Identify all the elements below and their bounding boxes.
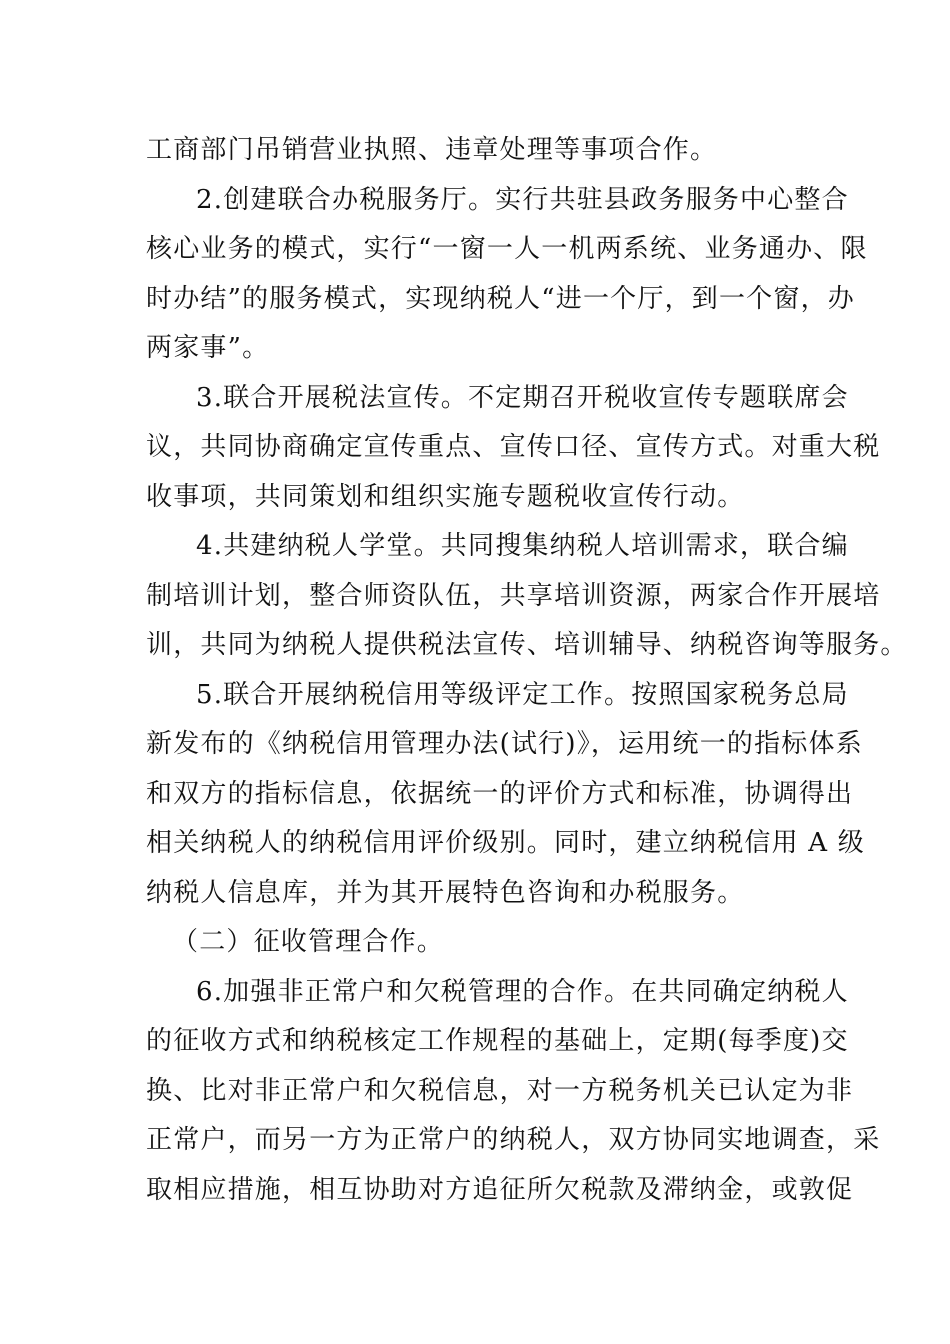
text-line: 两家事”。: [146, 333, 270, 363]
text-line: 换、比对非正常户和欠税信息，对一方税务机关已认定为非: [146, 1076, 854, 1106]
text-line: 工商部门吊销营业执照、违章处理等事项合作。: [146, 135, 718, 165]
text-line: 正常户，而另一方为正常户的纳税人，双方协同实地调查，采: [146, 1125, 881, 1155]
text-line: 议，共同协商确定宣传重点、宣传口径、宣传方式。对重大税: [146, 432, 881, 462]
text-line: 核心业务的模式，实行“一窗一人一机两系统、业务通办、限: [146, 234, 868, 264]
text-line: 收事项，共同策划和组织实施专题税收宣传行动。: [146, 482, 745, 512]
text-line: 取相应措施，相互协助对方追征所欠税款及滞纳金，或敦促: [146, 1175, 854, 1205]
text-line: 新发布的《纳税信用管理办法(试行)》，运用统一的指标体系: [146, 729, 863, 759]
section-heading: （二）征收管理合作。: [172, 927, 445, 957]
text-line: 3.联合开展税法宣传。不定期召开税收宣传专题联席会: [196, 383, 849, 413]
text-line: 2.创建联合办税服务厅。实行共驻县政务服务中心整合: [196, 185, 849, 215]
text-line: 制培训计划，整合师资队伍，共享培训资源，两家合作开展培: [146, 581, 881, 611]
text-line: 6.加强非正常户和欠税管理的合作。在共同确定纳税人: [196, 977, 849, 1007]
text-line: 纳税人信息库，并为其开展特色咨询和办税服务。: [146, 878, 745, 908]
text-line: 时办结”的服务模式，实现纳税人“进一个厅，到一个窗，办: [146, 284, 855, 314]
text-line: 训，共同为纳税人提供税法宣传、培训辅导、纳税咨询等服务。: [146, 630, 908, 660]
text-line: 相关纳税人的纳税信用评价级别。同时，建立纳税信用 A 级: [146, 828, 865, 858]
text-line: 4.共建纳税人学堂。共同搜集纳税人培训需求，联合编: [196, 531, 849, 561]
text-line: 和双方的指标信息，依据统一的评价方式和标准，协调得出: [146, 779, 854, 809]
text-line: 的征收方式和纳税核定工作规程的基础上，定期(每季度)交: [146, 1026, 849, 1056]
text-line: 5.联合开展纳税信用等级评定工作。按照国家税务总局: [196, 680, 849, 710]
